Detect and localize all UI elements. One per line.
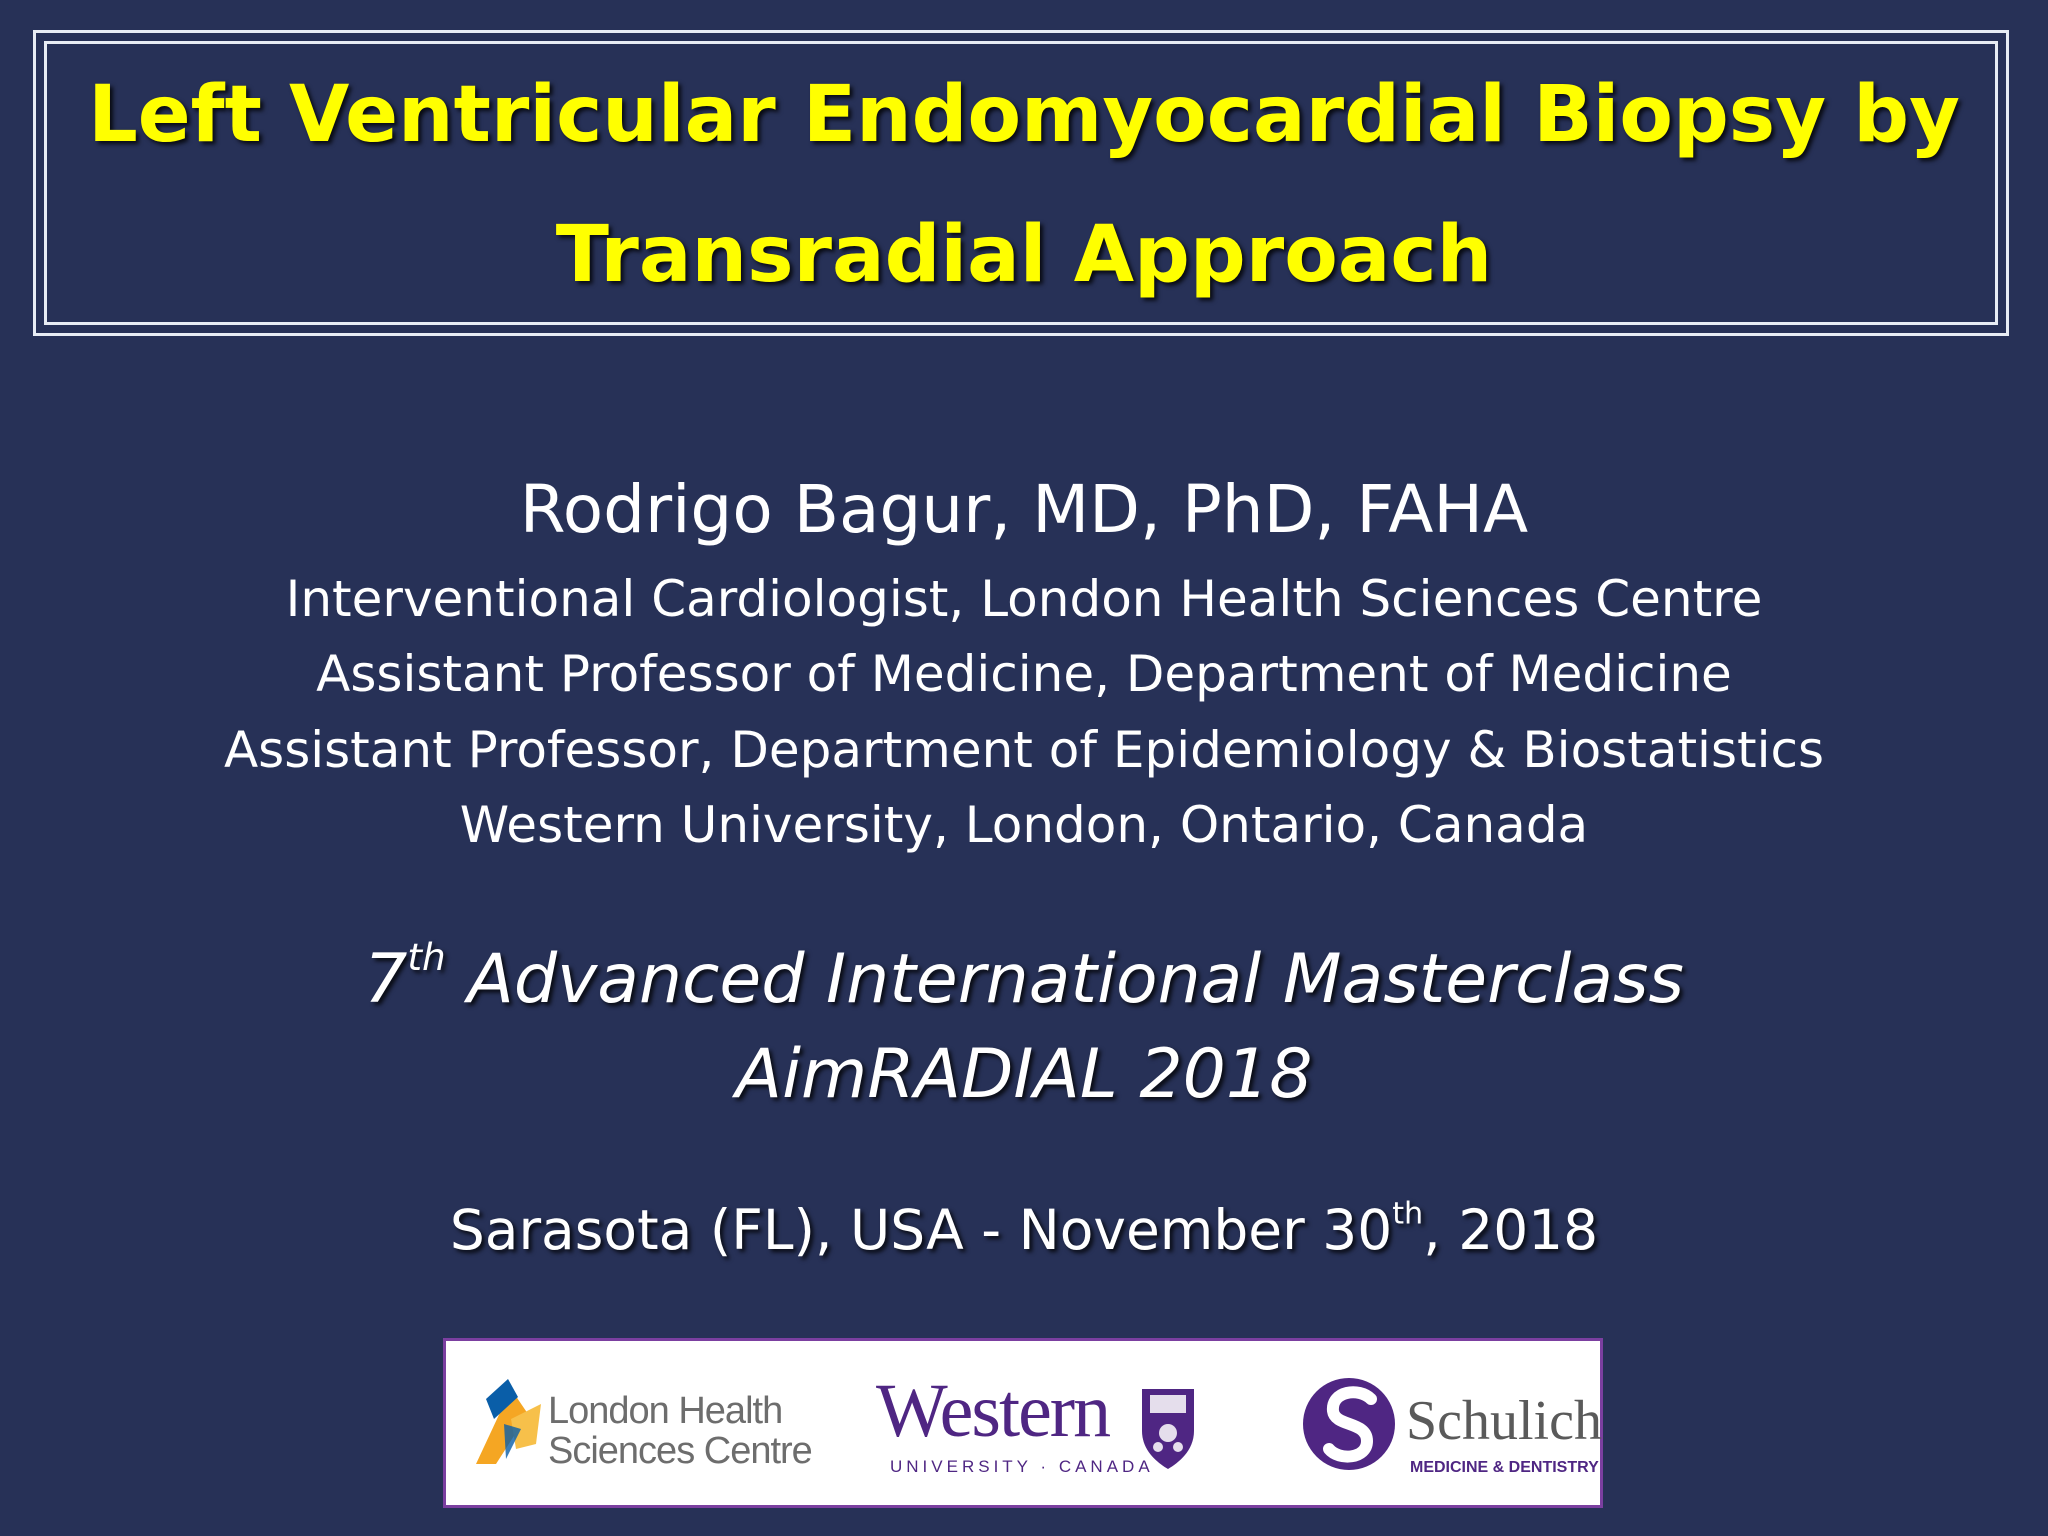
slide-title-line-2: Transradial Approach [555,210,1493,300]
conference-ordinal-number: 7 [364,940,408,1019]
slide-title-line-1: Left Ventricular Endomyocardial Biopsy by [88,70,1960,160]
conference-ordinal-suffix: th [407,935,446,980]
affiliation-line: Assistant Professor, Department of Epidemiology & Biostatistics [223,721,1825,779]
lhsc-logo [458,1341,812,1505]
schulich-subtitle: MEDICINE & DENTISTRY [1410,1459,1599,1476]
conference-name [0,935,2048,1020]
western-subtitle: UNIVERSITY · CANADA [890,1457,1154,1476]
western-crest-icon [1138,1383,1198,1471]
lhsc-name-line-1: London Health [548,1390,783,1432]
conference-name-rest: Advanced International Masterclass [445,940,1684,1019]
affiliation-line: Western University, London, Ontario, Canada [459,796,1589,854]
conference-event: AimRADIAL 2018 [735,1035,1313,1114]
affiliation-line: Assistant Professor of Medicine, Department of Medicine [316,645,1732,703]
venue-date-suffix: th [1392,1196,1424,1232]
author-name: Rodrigo Bagur, MD, PhD, FAHA [519,471,1529,548]
venue-date [0,1190,2048,1270]
western-logo [876,1341,1216,1505]
schulich-wordmark: Schulich [1406,1390,1602,1452]
western-wordmark: Western [876,1369,1110,1453]
schulich-logo [1296,1341,1602,1505]
affiliation-line: Interventional Cardiologist, London Health Sciences Centre [285,570,1763,628]
lhsc-name-line-2: Sciences Centre [548,1430,812,1472]
sponsor-logos-strip [443,1338,1603,1508]
venue-text: Sarasota (FL), USA - November 30 [449,1198,1393,1262]
lhsc-emblem-icon [466,1369,546,1469]
schulich-s-emblem-icon [1301,1369,1401,1479]
venue-year: , 2018 [1423,1198,1599,1262]
